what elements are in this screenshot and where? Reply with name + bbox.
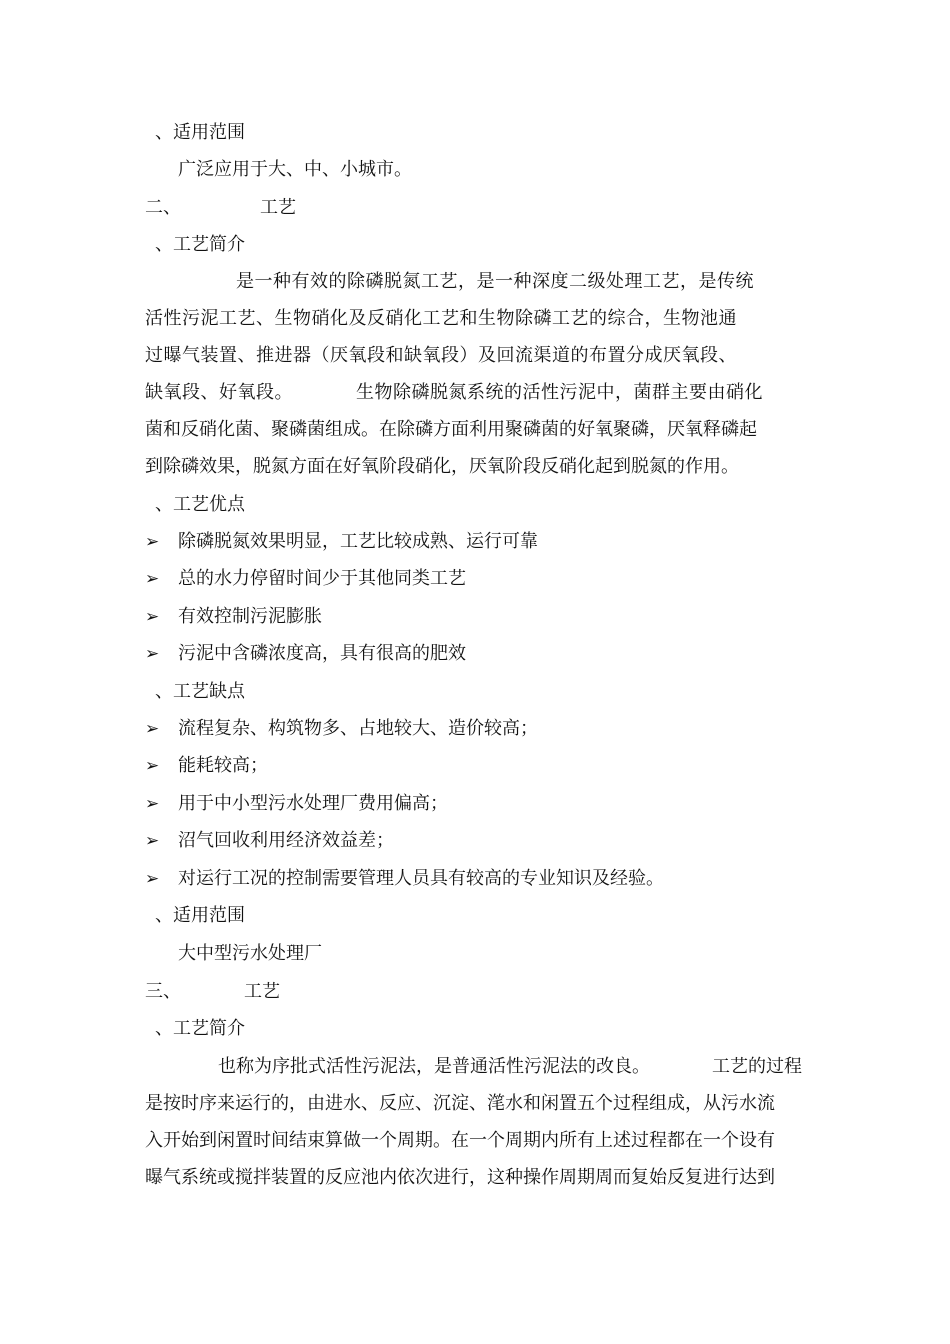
s3-intro-line-1a: 也称为序批式活性污泥法，是普通活性污泥法的改良。 bbox=[218, 1056, 650, 1077]
s2-advantage-item: 除磷脱氮效果明显，工艺比较成熟、运行可靠 bbox=[178, 531, 538, 552]
s2-intro-line-1: 是一种有效的除磷脱氮工艺，是一种深度二级处理工艺，是传统 bbox=[236, 271, 754, 292]
s2-disadvantage-item: 能耗较高； bbox=[178, 755, 268, 776]
s2-intro-line-4a: 缺氧段、好氧段。 bbox=[145, 382, 293, 403]
s2-intro-line-5: 菌和反硝化菌、聚磷菌组成。在除磷方面利用聚磷菌的好氧聚磷，厌氧释磷起 bbox=[145, 419, 757, 440]
s2-intro-line-3: 过曝气装置、推进器（厌氧段和缺氧段）及回流渠道的布置分成厌氧段、 bbox=[145, 345, 737, 366]
s1-scope-text: 广泛应用于大、中、小城市。 bbox=[178, 159, 412, 180]
s2-heading-title: 工艺 bbox=[260, 197, 296, 218]
s3-heading-number: 三、 bbox=[145, 981, 181, 1002]
s3-intro-line-2: 是按时序来运行的，由进水、反应、沉淀、滗水和闲置五个过程组成，从污水流 bbox=[145, 1093, 775, 1114]
s2-advantage-item: 污泥中含磷浓度高，具有很高的肥效 bbox=[178, 643, 466, 664]
s2-scope-heading: 、适用范围 bbox=[155, 905, 245, 926]
s2-intro-heading: 、工艺简介 bbox=[155, 234, 245, 255]
s2-disadvantage-item: 沼气回收利用经济效益差； bbox=[178, 830, 394, 851]
s2-intro-line-2: 活性污泥工艺、生物硝化及反硝化工艺和生物除磷工艺的综合，生物池通 bbox=[145, 308, 737, 329]
bullet-arrow-icon: ➢ bbox=[145, 719, 160, 739]
s2-scope-text: 大中型污水处理厂 bbox=[178, 943, 322, 964]
bullet-arrow-icon: ➢ bbox=[145, 794, 160, 814]
s2-disadvantage-item: 对运行工况的控制需要管理人员具有较高的专业知识及经验。 bbox=[178, 868, 664, 889]
bullet-arrow-icon: ➢ bbox=[145, 869, 160, 889]
s2-heading-number: 二、 bbox=[145, 197, 181, 218]
bullet-arrow-icon: ➢ bbox=[145, 831, 160, 851]
s3-intro-line-3: 入开始到闲置时间结束算做一个周期。在一个周期内所有上述过程都在一个设有 bbox=[145, 1130, 775, 1151]
s3-intro-heading: 、工艺简介 bbox=[155, 1018, 245, 1039]
bullet-arrow-icon: ➢ bbox=[145, 532, 160, 552]
s2-advantage-item: 总的水力停留时间少于其他同类工艺 bbox=[178, 568, 466, 589]
bullet-arrow-icon: ➢ bbox=[145, 607, 160, 627]
s2-advantages-heading: 、工艺优点 bbox=[155, 494, 245, 515]
bullet-arrow-icon: ➢ bbox=[145, 569, 160, 589]
s3-intro-line-1b: 工艺的过程 bbox=[712, 1056, 802, 1077]
bullet-arrow-icon: ➢ bbox=[145, 644, 160, 664]
s2-intro-line-6: 到除磷效果，脱氮方面在好氧阶段硝化，厌氧阶段反硝化起到脱氮的作用。 bbox=[145, 456, 739, 477]
s3-intro-line-4: 曝气系统或搅拌装置的反应池内依次进行，这种操作周期周而复始反复进行达到 bbox=[145, 1167, 775, 1188]
s1-scope-heading: 、适用范围 bbox=[155, 122, 245, 143]
s2-intro-line-4b: 生物除磷脱氮系统的活性污泥中，菌群主要由硝化 bbox=[356, 382, 763, 403]
bullet-arrow-icon: ➢ bbox=[145, 756, 160, 776]
s2-disadvantage-item: 流程复杂、构筑物多、占地较大、造价较高； bbox=[178, 718, 538, 739]
s2-disadvantages-heading: 、工艺缺点 bbox=[155, 681, 245, 702]
s2-disadvantage-item: 用于中小型污水处理厂费用偏高； bbox=[178, 793, 448, 814]
s2-advantage-item: 有效控制污泥膨胀 bbox=[178, 606, 322, 627]
s3-heading-title: 工艺 bbox=[244, 981, 280, 1002]
